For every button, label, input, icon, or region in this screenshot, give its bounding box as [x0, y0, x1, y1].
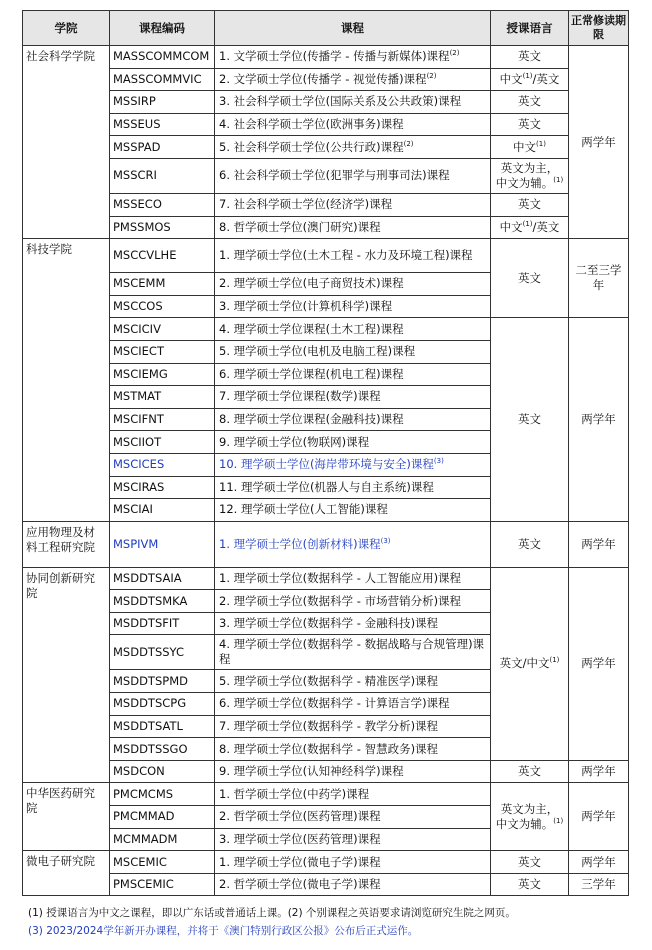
course-name: 11. 理学硕士学位(机器人与自主系统)课程 [215, 476, 491, 499]
period-cell: 二至三学年 [569, 239, 629, 318]
language-cell: 英文为主， 中文为辅。$^{(1)}$ [491, 783, 569, 851]
school-ime: 微电子研究院 [23, 851, 110, 896]
course-code: MSCEMIC [110, 851, 215, 874]
language-cell: 英文/中文$^{(1)}$ [491, 567, 569, 760]
course-code: MSDDTSAIA [110, 567, 215, 590]
course-name: 4. 理学硕士学位课程(土木工程)课程 [215, 318, 491, 341]
period-cell: 两学年 [569, 318, 629, 521]
course-code: MSCIIOT [110, 431, 215, 454]
period-cell: 两学年 [569, 46, 629, 239]
course-name: 2. 理学硕士学位(数据科学 - 市场营销分析)课程 [215, 590, 491, 613]
school-fss: 社会科学学院 [23, 46, 110, 239]
language-cell: 英文为主， 中文为辅。$^{(1)}$ [491, 158, 569, 193]
course-code: MSDDTSPMD [110, 670, 215, 693]
course-name: 1. 文学硕士学位(传播学 - 传播与新媒体)课程$^{(2)}$ [215, 46, 491, 69]
course-name: 7. 理学硕士学位(数据科学 - 教学分析)课程 [215, 715, 491, 738]
language-cell: 英文 [491, 113, 569, 136]
language-cell: 中文$^{(1)}$/英文 [491, 68, 569, 91]
header-course: 课程 [215, 11, 491, 46]
course-code: PMCMCMS [110, 783, 215, 806]
course-code: MSCIECT [110, 340, 215, 363]
language-cell: 英文 [491, 521, 569, 567]
language-cell: 英文 [491, 46, 569, 69]
course-name: 5. 理学硕士学位(电机及电脑工程)课程 [215, 340, 491, 363]
course-code: MSDCON [110, 760, 215, 783]
course-code: MSDDTSCPG [110, 693, 215, 716]
school-iapme: 应用物理及材料工程研究院 [23, 521, 110, 567]
course-code: PMCMMAD [110, 806, 215, 829]
period-cell: 两学年 [569, 567, 629, 760]
period-cell: 两学年 [569, 760, 629, 783]
header-code: 课程编码 [110, 11, 215, 46]
school-ici: 协同创新研究院 [23, 567, 110, 783]
footnote-3: (3) 2023/2024学年新开办课程，并将于《澳门特别行政区公报》公布后正式运作。 [28, 925, 419, 937]
course-name: 2. 哲学硕士学位(微电子学)课程 [215, 873, 491, 896]
header-period: 正常修读期限 [569, 11, 629, 46]
language-cell: 英文 [491, 239, 569, 318]
course-name: 7. 理学硕士学位课程(数学)课程 [215, 386, 491, 409]
course-code: MSSIRP [110, 91, 215, 114]
course-name: 12. 理学硕士学位(人工智能)课程 [215, 499, 491, 522]
language-cell: 英文 [491, 318, 569, 521]
course-code: MSDDTSATL [110, 715, 215, 738]
school-fst: 科技学院 [23, 239, 110, 522]
course-code: MSCIRAS [110, 476, 215, 499]
course-code: MSSCRI [110, 158, 215, 193]
course-name: 4. 社会科学硕士学位(欧洲事务)课程 [215, 113, 491, 136]
course-name: 1. 哲学硕士学位(中药学)课程 [215, 783, 491, 806]
course-code: MSCIFNT [110, 408, 215, 431]
course-table-container [22, 10, 628, 896]
course-name: 1. 理学硕士学位(土木工程 - 水力及环境工程)课程 [215, 239, 491, 273]
course-name: 2. 理学硕士学位(电子商贸技术)课程 [215, 273, 491, 296]
course-code: MSCICIV [110, 318, 215, 341]
course-name: 2. 哲学硕士学位(医药管理)课程 [215, 806, 491, 829]
course-name: 2. 文学硕士学位(传播学 - 视觉传播)课程$^{(2)}$ [215, 68, 491, 91]
course-code: MASSCOMMCOM [110, 46, 215, 69]
course-code: MSDDTSFIT [110, 612, 215, 635]
course-code: MCMMADM [110, 828, 215, 851]
course-name: 6. 理学硕士学位(数据科学 - 计算语言学)课程 [215, 693, 491, 716]
course-name: 9. 理学硕士学位(物联网)课程 [215, 431, 491, 454]
language-cell: 英文 [491, 873, 569, 896]
course-name: 1. 理学硕士学位(微电子学)课程 [215, 851, 491, 874]
course-code: MSCIEMG [110, 363, 215, 386]
course-name: 9. 理学硕士学位(认知神经科学)课程 [215, 760, 491, 783]
course-code: MSSEUS [110, 113, 215, 136]
course-code: MSDDTSSGO [110, 738, 215, 761]
course-code: PMSSMOS [110, 216, 215, 239]
language-cell: 中文$^{(1)}$/英文 [491, 216, 569, 239]
period-cell: 两学年 [569, 851, 629, 874]
language-cell: 中文$^{(1)}$ [491, 136, 569, 159]
course-name: 5. 社会科学硕士学位(公共行政)课程$^{(2)}$ [215, 136, 491, 159]
course-code: MSSECO [110, 193, 215, 216]
course-name: 1. 理学硕士学位(创新材料)课程$^{(3)}$ [215, 521, 491, 567]
course-code: MSCCVLHE [110, 239, 215, 273]
course-table [22, 10, 629, 896]
course-name: 10. 理学硕士学位(海岸带环境与安全)课程$^{(3)}$ [215, 453, 491, 476]
course-code: MSCIAI [110, 499, 215, 522]
language-cell: 英文 [491, 193, 569, 216]
course-name: 8. 理学硕士学位(数据科学 - 智慧政务)课程 [215, 738, 491, 761]
course-code: MSPIVM [110, 521, 215, 567]
course-name: 3. 社会科学硕士学位(国际关系及公共政策)课程 [215, 91, 491, 114]
course-name: 3. 理学硕士学位(医药管理)课程 [215, 828, 491, 851]
course-code: MSDDTSMKA [110, 590, 215, 613]
course-name: 3. 理学硕士学位(数据科学 - 金融科技)课程 [215, 612, 491, 635]
period-cell: 两学年 [569, 783, 629, 851]
language-cell: 英文 [491, 91, 569, 114]
course-name: 4. 理学硕士学位(数据科学 - 数据战略与合规管理)课程 [215, 635, 491, 670]
course-name: 1. 理学硕士学位(数据科学 - 人工智能应用)课程 [215, 567, 491, 590]
course-name: 8. 哲学硕士学位(澳门研究)课程 [215, 216, 491, 239]
course-code: MASSCOMMVIC [110, 68, 215, 91]
period-cell: 三学年 [569, 873, 629, 896]
school-icms: 中华医药研究院 [23, 783, 110, 851]
period-cell: 两学年 [569, 521, 629, 567]
course-code: MSSPAD [110, 136, 215, 159]
course-name: 3. 理学硕士学位(计算机科学)课程 [215, 295, 491, 318]
footnotes [28, 904, 638, 940]
course-code: MSCCOS [110, 295, 215, 318]
course-name: 5. 理学硕士学位(数据科学 - 精准医学)课程 [215, 670, 491, 693]
course-code: MSTMAT [110, 386, 215, 409]
course-name: 8. 理学硕士学位课程(金融科技)课程 [215, 408, 491, 431]
course-code: MSCICES [110, 453, 215, 476]
course-code: PMSCEMIC [110, 873, 215, 896]
course-code: MSDDTSSYC [110, 635, 215, 670]
language-cell: 英文 [491, 851, 569, 874]
course-code: MSCEMM [110, 273, 215, 296]
header-school: 学院 [23, 11, 110, 46]
course-name: 7. 社会科学硕士学位(经济学)课程 [215, 193, 491, 216]
language-cell: 英文 [491, 760, 569, 783]
course-name: 6. 社会科学硕士学位(犯罪学与刑事司法)课程 [215, 158, 491, 193]
header-language: 授课语言 [491, 11, 569, 46]
footnote-1-2: (1) 授课语言为中文之课程，即以广东话或普通话上课。(2) 个别课程之英语要求请浏览研究生院之网页。 [28, 907, 516, 919]
course-name: 6. 理学硕士学位课程(机电工程)课程 [215, 363, 491, 386]
